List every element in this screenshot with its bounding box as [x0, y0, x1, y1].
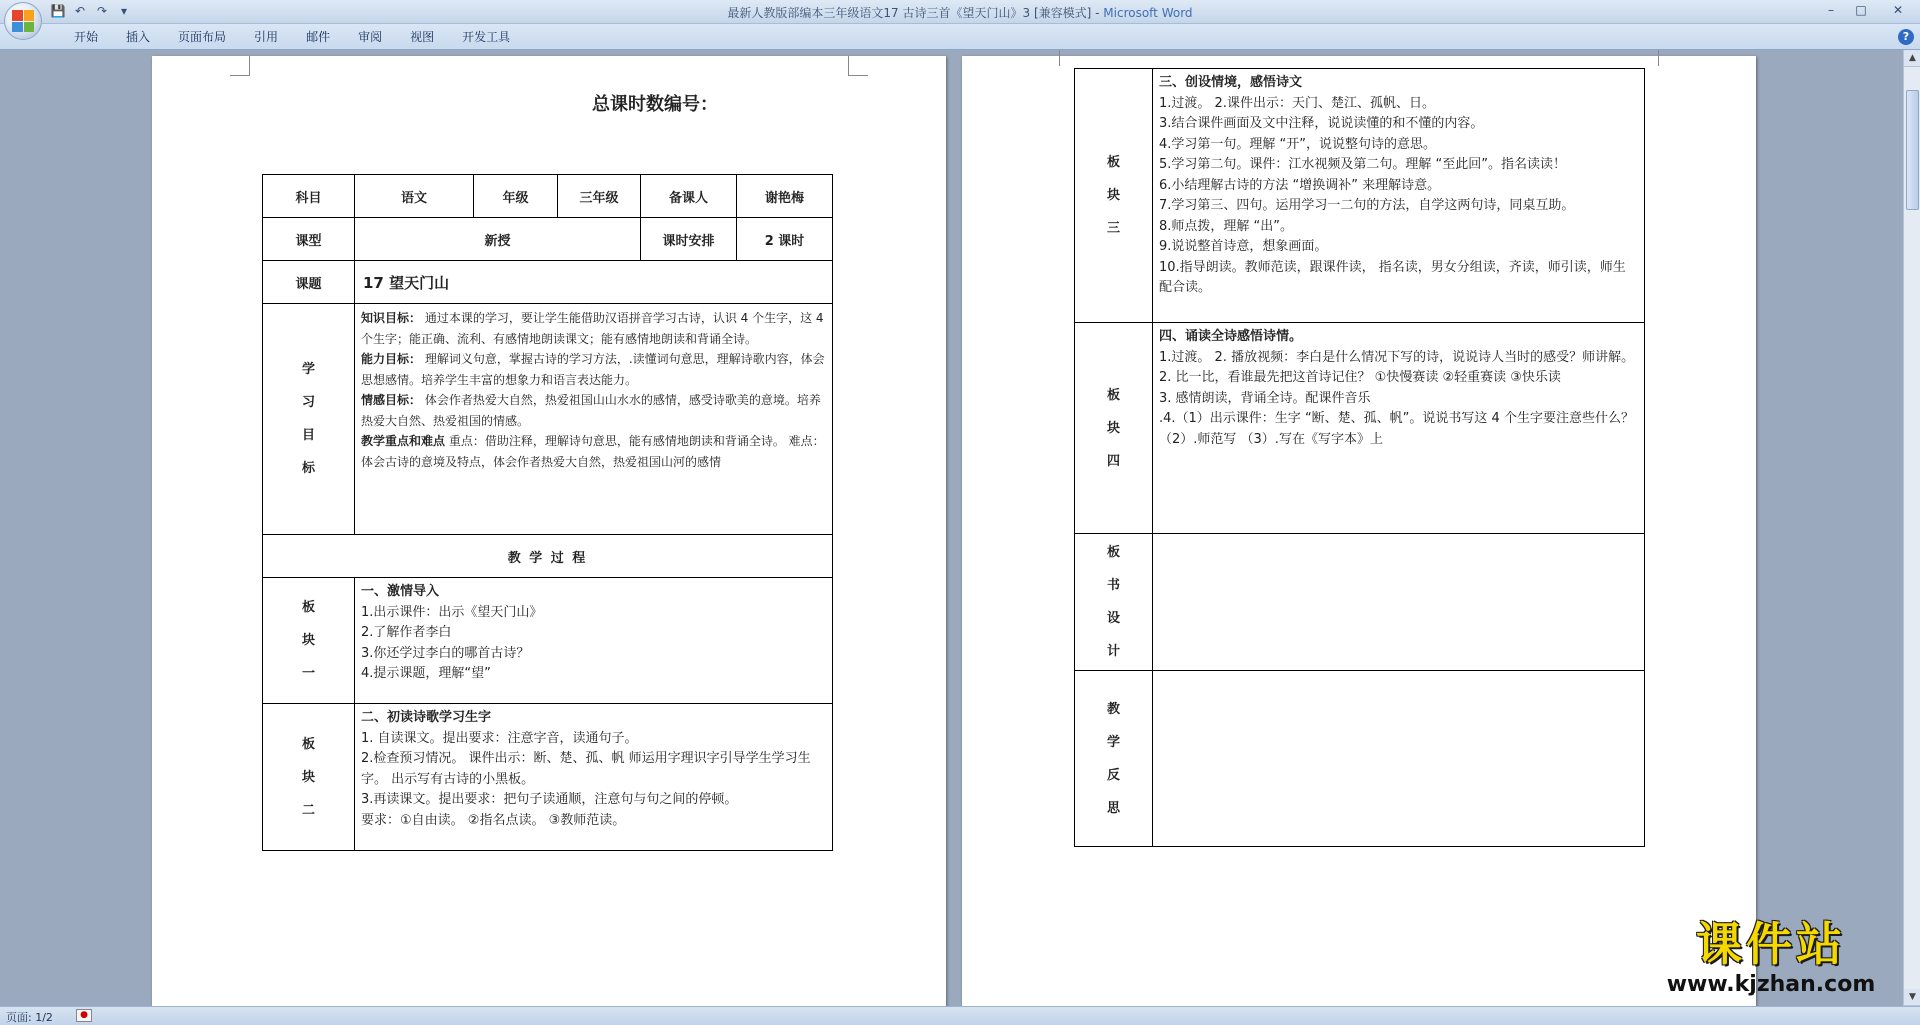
block1-label-char: 块: [301, 633, 315, 648]
block1-line: 4.提示课题，理解“望”: [361, 666, 491, 681]
preparer-label: 备课人: [641, 175, 737, 218]
ribbon: [0, 24, 1920, 50]
ribbon-tab[interactable]: 邮件: [306, 30, 331, 44]
page-1[interactable]: [152, 56, 946, 1006]
block1-heading: 一、激情导入: [361, 584, 440, 599]
block1-line: 1.出示课件：出示《望天门山》: [361, 604, 543, 620]
goals-label-char: 目: [301, 428, 315, 443]
maximize-button[interactable]: □: [1855, 3, 1867, 17]
knowledge-goal-text: 通过本课的学习，要让学生能借助汉语拼音学习古诗，认识 4 个生字，这 4 个生字；能正确、流利、有感情地朗读课文；能有感情地朗读和背诵全诗。: [361, 311, 824, 346]
window-controls: [1816, 0, 1920, 20]
macro-record-icon[interactable]: ●: [76, 1009, 92, 1022]
topic-value: 17 望天门山: [355, 261, 833, 304]
crop-mark: [230, 56, 250, 76]
ability-goal-text: 理解词义句意，掌握古诗的学习方法，.读懂词句意思，理解诗歌内容，体会思想感情。培养学生丰富的想象力和语言表达能力。: [361, 352, 825, 387]
reflection-label-char: 教: [1106, 701, 1120, 717]
block2-line: 3.再读课文。提出要求：把句子读通顺，注意句与句之间的停顿。: [361, 792, 738, 807]
minimize-button[interactable]: –: [1828, 3, 1834, 17]
board-label-char: 板: [1106, 545, 1120, 560]
reflection-content[interactable]: [1153, 671, 1645, 847]
ribbon-tab[interactable]: 页面布局: [178, 30, 227, 44]
block1-line: 3.你还学过李白的哪首古诗？: [361, 645, 530, 661]
reflection-label-char: 反: [1106, 767, 1120, 783]
ribbon-tab[interactable]: 审阅: [358, 30, 383, 44]
grade-value: 三年级: [558, 175, 641, 218]
block1-line: 2.了解作者李白: [361, 625, 452, 640]
block2-content: [355, 704, 833, 851]
block2-line: 2.检查预习情况。 课件出示：断、楚、孤、帆 师运用字理识字引导学生学习生字。 出示写有古诗的小黑板。: [361, 751, 811, 787]
customize-toolbar-icon[interactable]: ▾: [120, 4, 128, 18]
grade-label: 年级: [474, 175, 558, 218]
block3-label-char: 板: [1106, 155, 1120, 170]
block3-line: 1.过渡。 2.课件出示：天门、楚江、孤帆、日。: [1159, 95, 1435, 111]
block2-label-char: 块: [301, 769, 315, 785]
page-2[interactable]: [962, 56, 1756, 1006]
block1-label: [263, 578, 355, 704]
office-logo-icon: [12, 10, 34, 32]
document-title: 最新人教版部编本三年级语文17 古诗三首《望天门山》3 [兼容模式] -: [727, 6, 1104, 20]
reflection-label-char: 思: [1106, 800, 1120, 816]
goals-content: [355, 304, 833, 535]
subject-label: 科目: [263, 175, 355, 218]
status-bar: [0, 1006, 1920, 1025]
block4-line: 3. 感情朗读，背诵全诗。配课件音乐: [1159, 390, 1371, 406]
block2-label-char: 板: [301, 736, 315, 752]
block4-label-char: 块: [1106, 420, 1120, 436]
emotion-goal-title: 情感目标：: [361, 393, 422, 407]
title-bar: [0, 0, 1920, 24]
process-header: 教 学 过 程: [263, 535, 833, 578]
scroll-up-icon[interactable]: ▲: [1904, 50, 1920, 67]
emotion-goal-text: 体会作者热爱大自然，热爱祖国山山水水的感情，感受诗歌美的意境。培养热爱大自然、热爱祖国的情感。: [361, 393, 821, 428]
block1-label-char: 一: [301, 666, 315, 681]
block4-line: （2）.师范写 （3）.写在《写字本》上: [1159, 431, 1383, 447]
preparer-value: 谢艳梅: [737, 175, 833, 218]
ribbon-tab[interactable]: 插入: [126, 30, 151, 44]
board-label-char: 计: [1106, 644, 1120, 659]
block3-content: [1153, 69, 1645, 323]
scroll-bottom-controls: [1904, 989, 1920, 1006]
knowledge-goal-title: 知识目标：: [361, 311, 422, 325]
block3-line: 3.结合课件画面及文中注释，说说读懂的和不懂的内容。: [1159, 116, 1484, 131]
crop-mark: [1658, 50, 1678, 66]
ability-goal-title: 能力目标：: [361, 352, 422, 366]
board-design-content[interactable]: [1153, 534, 1645, 671]
ribbon-tab[interactable]: 引用: [254, 30, 279, 44]
ribbon-tab[interactable]: 视图: [410, 30, 435, 44]
lesson-plan-table: [262, 174, 833, 851]
page-title: 总课时数编号：: [592, 94, 718, 115]
block3-line: 5.学习第二句。课件：江水视频及第二句。理解 “至此回”。指名读读！: [1159, 157, 1567, 172]
ribbon-tabs: [60, 29, 524, 45]
office-button[interactable]: [4, 2, 42, 40]
lesson-type-label: 课型: [263, 218, 355, 261]
block4-line: 2. 比一比，看谁最先把这首诗记住？ ①快慢赛读 ②轻重赛读 ③快乐读: [1159, 370, 1561, 385]
block2-label: [263, 704, 355, 851]
goals-label: [263, 304, 355, 535]
block2-heading: 二、初读诗歌学习生字: [361, 710, 492, 725]
block4-line: .4.（1）出示课件：生字 “断、楚、孤、帆”。说说书写这 4 个生字要注意些什么？: [1159, 411, 1634, 426]
topic-label: 课题: [263, 261, 355, 304]
help-icon[interactable]: ?: [1898, 29, 1914, 45]
block3-label: [1075, 69, 1153, 323]
vertical-scrollbar[interactable]: [1903, 50, 1920, 1006]
block4-content: [1153, 323, 1645, 534]
block4-label-char: 板: [1106, 387, 1120, 403]
block3-heading: 三、创设情境，感悟诗文: [1159, 75, 1303, 90]
board-label-char: 设: [1106, 611, 1120, 626]
window-title: [0, 4, 1920, 21]
scroll-down-icon[interactable]: ▼: [1904, 989, 1920, 1006]
page-indicator[interactable]: 页面: 1/2: [6, 1011, 53, 1024]
lesson-type-value: 新授: [355, 218, 641, 261]
goals-label-char: 学: [301, 362, 315, 377]
block2-label-char: 二: [301, 802, 315, 818]
save-icon[interactable]: 💾: [50, 4, 66, 18]
document-area[interactable]: [0, 50, 1903, 1006]
block3-line: 6.小结理解古诗的方法 “增换调补” 来理解诗意。: [1159, 177, 1441, 193]
redo-icon[interactable]: ↷: [96, 4, 108, 18]
key-points-text: 重点：借助注释，理解诗句意思，能有感情地朗读和背诵全诗。 难点：体会古诗的意境及特点，体会作者热爱大自然，热爱祖国山河的感情: [361, 434, 825, 469]
watermark-url: www.kjzhan.com: [1666, 972, 1876, 997]
block4-label-char: 四: [1106, 453, 1120, 469]
block2-line: 要求：①自由读。 ②指名点读。 ③教师范读。: [361, 812, 626, 828]
app-name: Microsoft Word: [1103, 6, 1193, 20]
crop-mark: [1040, 50, 1060, 66]
reflection-label-char: 学: [1106, 734, 1120, 750]
goals-label-char: 习: [301, 395, 315, 410]
scroll-thumb[interactable]: [1906, 90, 1919, 210]
block3-line: 7.学习第三、四句。运用学习一二句的方法，自学这两句诗，同桌互助。: [1159, 198, 1575, 213]
lesson-hours-value: 2 课时: [737, 218, 833, 261]
watermark-logo: [1652, 916, 1890, 1000]
ribbon-tab[interactable]: 开发工具: [462, 30, 511, 44]
reflection-label: [1075, 671, 1153, 847]
close-button[interactable]: ✕: [1892, 3, 1904, 17]
watermark-brand: 课件站: [1696, 917, 1846, 971]
board-design-label: [1075, 534, 1153, 671]
block2-line: 1. 自读课文。提出要求：注意字音，读通句子。: [361, 730, 638, 746]
block3-label-char: 三: [1106, 221, 1120, 236]
block4-heading: 四、诵读全诗感悟诗情。: [1159, 329, 1303, 344]
key-points-title: 教学重点和难点: [361, 434, 446, 448]
block1-content: [355, 578, 833, 704]
lesson-plan-table-continued: [1074, 68, 1645, 847]
block3-label-char: 块: [1106, 188, 1120, 203]
lesson-hours-label: 课时安排: [641, 218, 737, 261]
crop-mark: [848, 56, 868, 76]
block3-line: 8.师点拨，理解 “出”。: [1159, 218, 1294, 234]
subject-value: 语文: [355, 175, 474, 218]
block4-label: [1075, 323, 1153, 534]
block3-line: 9.说说整首诗意，想象画面。: [1159, 239, 1328, 254]
goals-label-char: 标: [301, 461, 315, 476]
block3-line: 4.学习第一句。理解 “开”，说说整句诗的意思。: [1159, 136, 1437, 152]
block4-line: 1.过渡。 2. 播放视频：李白是什么情况下写的诗，说说诗人当时的感受？师讲解。: [1159, 349, 1635, 365]
block1-label-char: 板: [301, 600, 315, 615]
block3-line: 10.指导朗读。教师范读，跟课件读， 指名读，男女分组读，齐读，师引读，师生配合读。: [1159, 259, 1626, 295]
board-label-char: 书: [1106, 578, 1120, 593]
ribbon-tab[interactable]: 开始: [74, 30, 99, 44]
undo-icon[interactable]: ↶: [74, 4, 86, 18]
